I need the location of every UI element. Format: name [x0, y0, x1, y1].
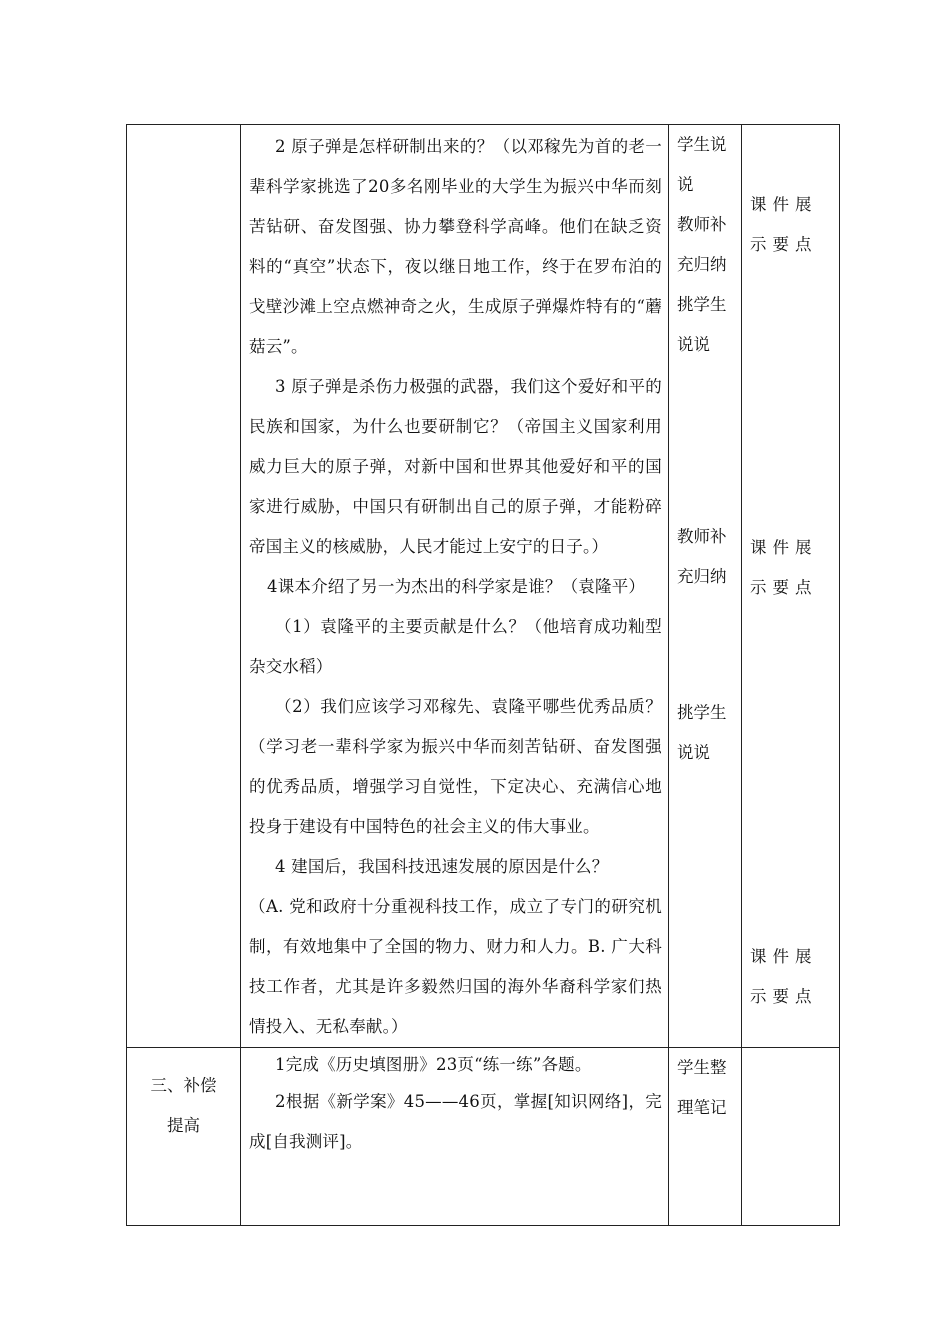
question-3-paragraph: 3 原子弹是杀伤力极强的武器，我们这个爱好和平的民族和国家，为什么也要研制它？（帝国主义国家利用威力巨大的原子弹，对新中国和世界其他爱好和平的国家进行威胁，中国只有研制出自己的原子弹，才能粉碎帝国主义的核威胁，人民才能过上安宁的日子。） [249, 377, 662, 556]
courseware-note-text: 课件展示要点 [750, 947, 818, 1006]
sub-question-1-paragraph: （1）袁隆平的主要贡献是什么？（他培育成功籼型杂交水稻） [249, 617, 662, 676]
activity-note: 挑学生说说 [677, 295, 727, 354]
courseware-note [742, 937, 839, 1017]
activity-cell [669, 125, 742, 1048]
question-4-paragraph: 4课本介绍了另一为杰出的科学家是谁？（袁隆平） [267, 577, 646, 596]
answer-4b-paragraph: （A. 党和政府十分重视科技工作，成立了专门的研究机制，有效地集中了全国的物力、财力和人力。B. 广大科技工作者，尤其是许多毅然归国的海外华裔科学家们热情投入、无私奉献。） [249, 897, 662, 1036]
task-1-paragraph: 1完成《历史填图册》23页“练一练”各题。 [275, 1055, 592, 1074]
activity-note: 学生说说 [677, 135, 727, 194]
activity-note: 教师补充归纳 [677, 527, 727, 586]
task-2-paragraph: 2根据《新学案》45——46页，掌握[知识网络]，完成[自我测评]。 [249, 1092, 662, 1151]
content-cell [241, 1048, 669, 1226]
display-cell-empty [742, 1048, 840, 1226]
courseware-note-text: 课件展示要点 [750, 195, 818, 254]
courseware-note [742, 528, 839, 608]
table-row [127, 1048, 840, 1226]
activity-note: 教师补充归纳 [677, 215, 727, 274]
display-cell [742, 125, 840, 1048]
content-cell [241, 125, 669, 1048]
stage-cell-empty [127, 125, 241, 1048]
stage-label: 三、补偿提高 [150, 1076, 217, 1135]
courseware-note-text: 课件展示要点 [750, 538, 818, 597]
question-2-paragraph: 2 原子弹是怎样研制出来的？（以邓稼先为首的老一辈科学家挑选了20多名刚毕业的大学生为振兴中华而刻苦钻研、奋发图强、协力攀登科学高峰。他们在缺乏资料的“真空”状态下，夜以继日地工作，终于在罗布泊的戈壁沙滩上空点燃神奇之火，生成原子弹爆炸特有的“蘑菇云”。 [249, 137, 662, 356]
activity-cell [669, 1048, 742, 1226]
lesson-plan-table [126, 124, 840, 1226]
courseware-note [742, 185, 839, 265]
sub-question-2-paragraph: （2）我们应该学习邓稼先、袁隆平哪些优秀品质？（学习老一辈科学家为振兴中华而刻苦钻研、奋发图强的优秀品质，增强学习自觉性，下定决心、充满信心地投身于建设有中国特色的社会主义的伟大事业。 [249, 697, 662, 836]
activity-note: 挑学生说说 [677, 703, 727, 762]
activity-note: 学生整理笔记 [677, 1058, 727, 1117]
table-row [127, 125, 840, 1048]
stage-cell [127, 1048, 241, 1226]
question-4b-paragraph: 4 建国后，我国科技迅速发展的原因是什么？ [275, 857, 609, 876]
